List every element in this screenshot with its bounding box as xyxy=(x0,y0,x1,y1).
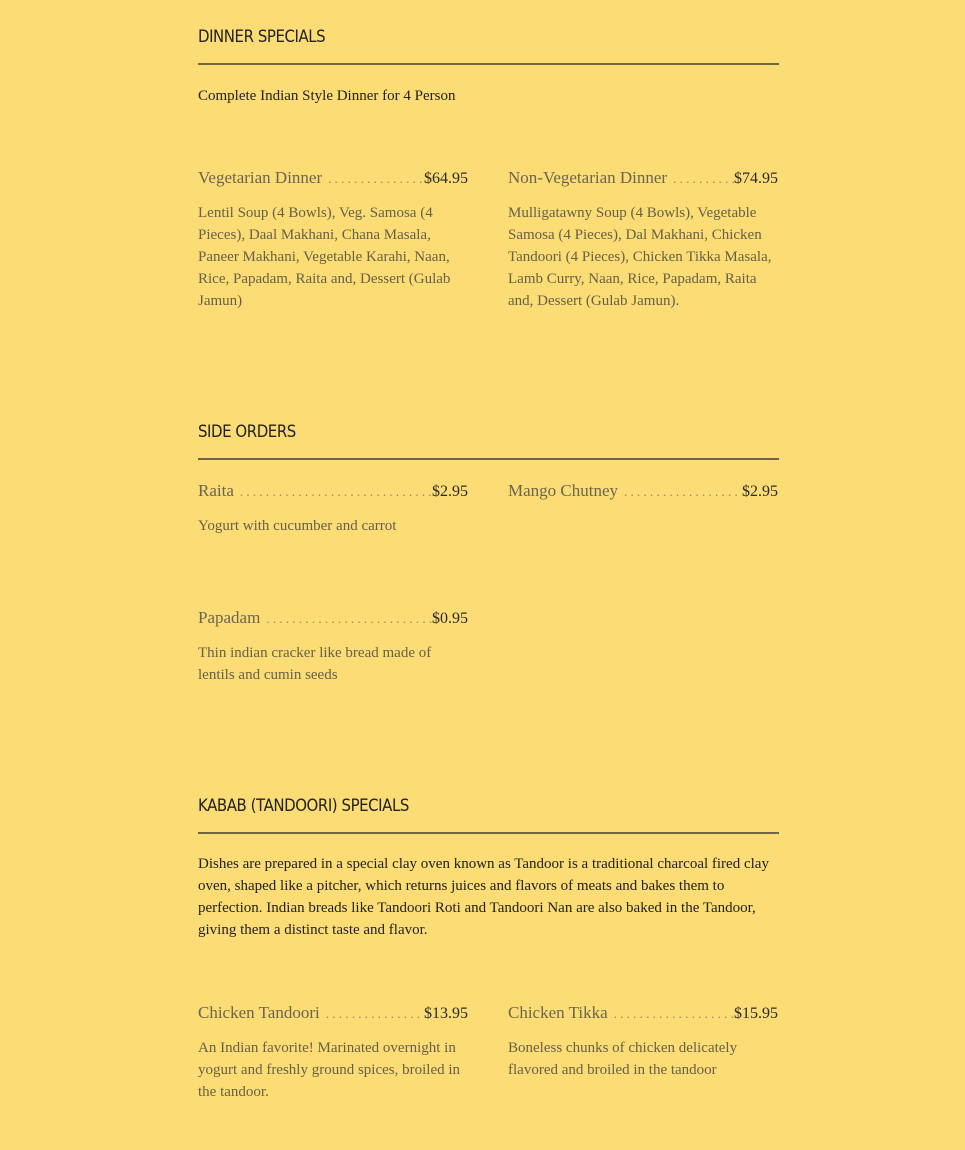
menu-item-header xyxy=(508,168,778,192)
section-intro: Complete Indian Style Dinner for 4 Person xyxy=(198,88,456,104)
menu-item-non-vegetarian-dinner xyxy=(508,168,778,312)
dot-leader xyxy=(671,171,734,187)
menu-item-raita xyxy=(198,481,468,537)
menu-item-header xyxy=(198,168,468,192)
menu-item-name: Chicken Tandoori xyxy=(198,1003,320,1022)
menu-item-chicken-tandoori xyxy=(198,1003,468,1103)
section-side-orders xyxy=(198,421,779,683)
menu-item-price: $13.95 xyxy=(424,1005,468,1022)
menu-item-name: Papadam xyxy=(198,608,261,627)
section-kabab-specials xyxy=(198,795,779,1100)
menu-item-header xyxy=(508,1003,778,1027)
section-title: SIDE ORDERS xyxy=(198,422,296,442)
dot-leader xyxy=(238,484,432,500)
dot-leader xyxy=(324,1006,424,1022)
menu-item-header xyxy=(198,1003,468,1027)
menu-item-name: Raita xyxy=(198,481,234,500)
section-divider xyxy=(198,458,779,460)
menu-item-name: Chicken Tikka xyxy=(508,1003,608,1022)
menu-item-description: An Indian favorite! Marinated overnight in yogurt and freshly ground spices, broiled in the tandoor. xyxy=(198,1040,461,1100)
section-intro: Dishes are prepared in a special clay oven known as Tandoor is a traditional charcoal fired clay oven, shaped like a pitcher, which returns juices and flavors of meats and bakes them to perfection. Indian breads like Tandoori Roti and Tandoori Nan are also baked in the Tandoor, giving them a distinct taste and flavor. xyxy=(198,856,769,938)
section-title: KABAB (TANDOORI) SPECIALS xyxy=(198,796,409,816)
menu-item-description: Thin indian cracker like bread made of lentils and cumin seeds xyxy=(198,645,432,683)
menu-item-description: Mulligatawny Soup (4 Bowls), Vegetable Samosa (4 Pieces), Dal Makhani, Chicken Tandoori (4 Pieces), Chicken Tikka Masala, Lamb Curry, Naan, Rice, Papadam, Raita and, Dessert (Gulab Jamun). xyxy=(508,205,772,309)
menu-item-name: Non-Vegetarian Dinner xyxy=(508,168,668,187)
menu-item-price: $0.95 xyxy=(432,610,468,627)
menu-item-price: $64.95 xyxy=(424,170,468,187)
menu-item-header xyxy=(198,481,468,505)
section-divider xyxy=(198,63,779,65)
menu-item-description: Yogurt with cucumber and carrot xyxy=(198,518,397,534)
menu-item-name: Mango Chutney xyxy=(508,481,619,500)
menu-item-price: $15.95 xyxy=(734,1005,778,1022)
menu-item-price: $2.95 xyxy=(432,483,468,500)
menu-item-header xyxy=(508,481,778,505)
section-dinner-specials xyxy=(198,26,779,309)
menu-item-mango-chutney xyxy=(508,481,778,505)
menu-item-vegetarian-dinner xyxy=(198,168,468,312)
menu-item-papadam xyxy=(198,608,468,686)
menu-item-price: $2.95 xyxy=(742,483,778,500)
dot-leader xyxy=(264,611,432,627)
dot-leader xyxy=(326,171,424,187)
menu-item-description: Boneless chunks of chicken delicately flavored and broiled in the tandoor xyxy=(508,1040,738,1078)
menu-item-chicken-tikka xyxy=(508,1003,778,1081)
menu-item-header xyxy=(198,608,468,632)
menu-item-description: Lentil Soup (4 Bowls), Veg. Samosa (4 Pieces), Daal Makhani, Chana Masala, Paneer Makhani, Vegetable Karahi, Naan, Rice, Papadam, Raita and, Dessert (Gulab Jamun) xyxy=(198,205,451,309)
section-divider xyxy=(198,832,779,834)
menu-item-name: Vegetarian Dinner xyxy=(198,168,323,187)
section-title: DINNER SPECIALS xyxy=(198,27,326,47)
dot-leader xyxy=(612,1006,734,1022)
menu-item-price: $74.95 xyxy=(734,170,778,187)
dot-leader xyxy=(622,484,742,500)
